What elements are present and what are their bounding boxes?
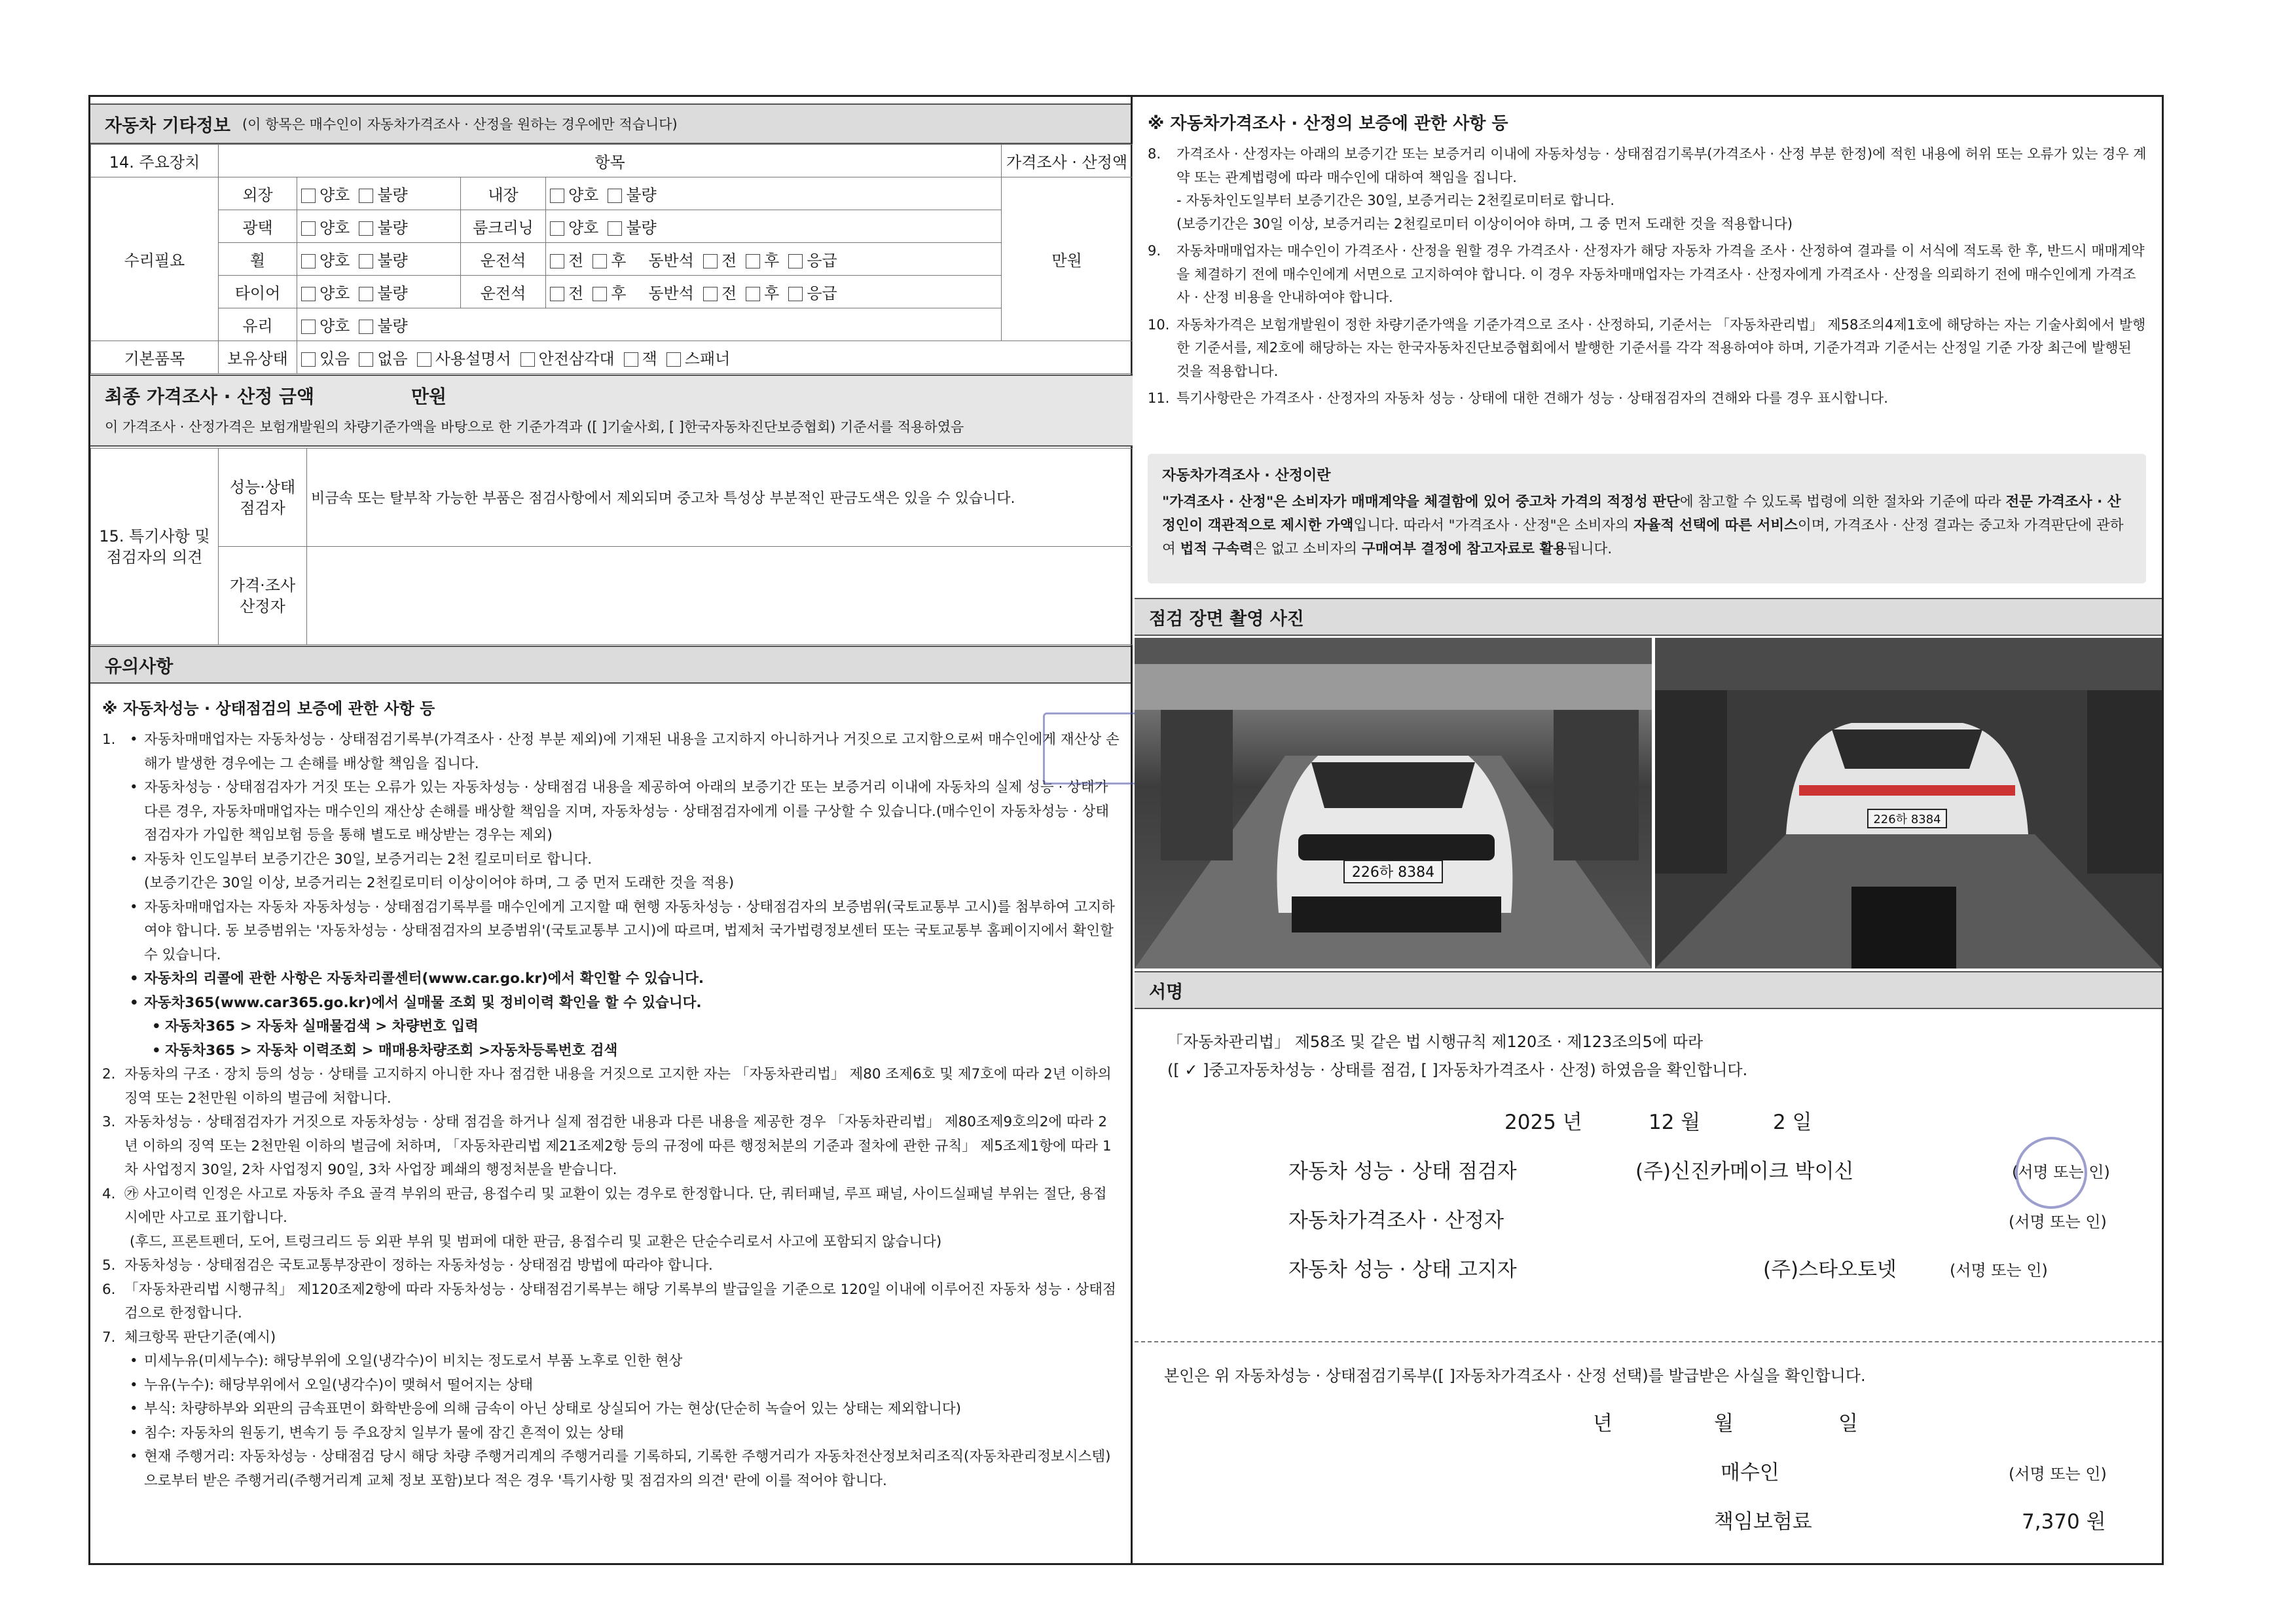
opt-label: 양호 — [319, 219, 350, 237]
wheel-pass-rear-checkbox[interactable] — [746, 254, 760, 268]
car365-link: • 자동차365(www.car365.go.kr)에서 실매물 조회 및 정비이력 확인을 할 수 있습니다. — [124, 991, 1120, 1016]
notice-text: 자동차성능 · 상태점검자가 거짓으로 자동차성능 · 상태 점검을 하거나 실제 점검한 내용과 다른 내용을 제공한 경우 「자동차관리법」 제80조제9호의2에 따라 2년 이하의 징역 또는 2천만원 이하의 벌금에 처하며, 「자동차관리법 제21조제2항 등의 규정에 따른 행정처분의 기준과 절차에 관한 규칙」 제5조제1항에 따라 1차 사업정지 30일, 2차 사업정지 90일, 3차 사업장 폐쇄의 행정처분을 받습니다. — [124, 1114, 1112, 1178]
receipt-day: 일 — [1838, 1412, 1858, 1435]
row-possession: 보유상태 — [219, 341, 297, 374]
col-item-label: 항목 — [219, 145, 1002, 177]
box-text: 법적 구속력 — [1180, 541, 1253, 557]
appraiser-opinion-label: 가격·조사 산정자 — [219, 547, 307, 645]
manual-checkbox[interactable] — [417, 352, 431, 367]
final-price-block — [90, 375, 1133, 447]
col-price-header: 가격조사 · 산정액 — [1002, 145, 1133, 177]
tire-good-checkbox[interactable] — [301, 287, 316, 301]
notice-text: • 현재 주행거리: 자동차성능 · 상태점검 당시 해당 차량 주행거리계의 주행거리를 기록하되, 기록한 주행거리가 자동차전산정보처리조직(자동차관리정보시스템)으로부터 받은 주행거리(주행거리계 교체 정보 포함)보다 적은 경우 '특기사항 및 점검자의 의견' 란에 이를 적어야 합니다. — [124, 1445, 1120, 1493]
opt-label: 후 — [764, 284, 780, 303]
tire-pass-rear-checkbox[interactable] — [746, 287, 760, 301]
opt-label: 양호 — [568, 186, 599, 204]
box-text: 입니다. 따라서 "가격조사 · 산정"은 소비자의 — [1353, 517, 1633, 534]
passenger-seat-label: 동반석 — [648, 284, 694, 303]
inspector-label: 자동차 성능 · 상태 점검자 — [1288, 1160, 1517, 1183]
notice-text: • 자동차성능 · 상태점검자가 거짓 또는 오류가 있는 자동차성능 · 상태점검 내용을 제공하여 아래의 보증기간 또는 보증거리 이내에 자동차의 실제 성능 · 상태가 다른 경우, 자동차매매업자는 매수인의 재산상 손해를 배상할 책임을 지며, 자동차성능 · 상태점검자에게 이를 구상할 수 있습니다.(매수인이 자동차성능 · 상태점검자가 가입한 책임보험 등을 통해 별도로 배상받는 경우는 제외) — [124, 776, 1120, 848]
final-price-unit: 만원 — [411, 386, 447, 407]
notice-text: • 미세누유(미세누수): 해당부위에 오일(냉각수)이 비치는 정도로서 부품 노후로 인한 현상 — [124, 1350, 1120, 1374]
special-notes-label: 15. 특기사항 및 점검자의 의견 — [91, 449, 219, 645]
signature-header — [1135, 971, 2162, 1009]
notice-text: 자동차성능 · 상태점검은 국토교통부장관이 정하는 자동차성능 · 상태점검 방법에 따라야 합니다. — [124, 1257, 713, 1274]
opt-label: 안전삼각대 — [538, 350, 615, 368]
guarantee-item-10 — [1148, 314, 2149, 384]
recall-center-link: • 자동차의 리콜에 관한 사항은 자동차리콜센터(www.car.go.kr)에서 확인할 수 있습니다. — [124, 967, 1120, 991]
company-seal-icon — [2015, 1137, 2087, 1209]
tire-driver-front-checkbox[interactable] — [550, 287, 564, 301]
notice-text: 체크항목 판단기준(예시) — [124, 1329, 276, 1346]
opt-label: 전 — [721, 284, 737, 303]
notice-item-2 — [102, 1063, 1120, 1111]
item-number: 6. — [102, 1281, 116, 1298]
gloss-good-checkbox[interactable] — [301, 221, 316, 236]
price-unit: 만원 — [1002, 177, 1133, 341]
appraiser-sign: (서명 또는 인) — [2009, 1213, 2107, 1231]
buyer-sign: (서명 또는 인) — [2009, 1465, 2107, 1483]
box-text: 구매여부 결정에 참고자료로 활용 — [1361, 541, 1567, 557]
row-driver-seat: 운전석 — [461, 243, 546, 276]
spanner-checkbox[interactable] — [666, 352, 681, 367]
notice-text: • 자동차 인도일부터 보증기간은 30일, 보증거리는 2천 킬로미터로 합니다. — [124, 848, 1120, 872]
row-exterior: 외장 — [219, 177, 297, 210]
row-tire: 타이어 — [219, 276, 297, 308]
box-text: 자율적 선택에 따른 서비스 — [1633, 517, 1798, 534]
item-number: 8. — [1148, 146, 1161, 162]
notice-title: 유의사항 — [105, 656, 173, 677]
triangle-checkbox[interactable] — [520, 352, 535, 367]
opt-label: 후 — [764, 251, 780, 270]
opt-label: 응급 — [807, 284, 837, 303]
col-item-header: 14. 주요장치 — [91, 145, 219, 177]
opt-label: 후 — [611, 251, 627, 270]
notice-item-1 — [102, 728, 1120, 1063]
item-number: 1. — [102, 731, 116, 748]
inspector-opinion-text: 비금속 또는 탈부착 가능한 부품은 점검사항에서 제외되며 중고차 특성상 부분적인 판금도색은 있을 수 있습니다. — [307, 449, 1133, 547]
box-text: 전문 가격조사 · 산정인이 객관적으로 제시한 가액 — [1162, 494, 2121, 534]
insurance-value: 7,370 원 — [2022, 1510, 2106, 1534]
insurance-label: 책임보험료 — [1714, 1510, 1812, 1534]
guarantee-item-8 — [1148, 143, 2149, 236]
wheel-driver-rear-checkbox[interactable] — [592, 254, 607, 268]
notice-list — [102, 728, 1120, 1493]
notifier-sign: (서명 또는 인) — [1950, 1261, 2048, 1280]
row-glass: 유리 — [219, 308, 297, 341]
room-bad-checkbox[interactable] — [608, 221, 622, 236]
wheel-good-checkbox[interactable] — [301, 254, 316, 268]
left-column — [90, 97, 1133, 1563]
wheel-emergency-checkbox[interactable] — [788, 254, 803, 268]
notice-text: • 자동차365 > 자동차 실매물검색 > 차량번호 입력 — [124, 1015, 1120, 1039]
opt-label: 양호 — [319, 284, 350, 303]
room-good-checkbox[interactable] — [550, 221, 564, 236]
opt-label: 불량 — [626, 219, 657, 237]
appraisal-info-text — [1162, 490, 2132, 561]
opt-label: 양호 — [319, 317, 350, 335]
tire-emergency-checkbox[interactable] — [788, 287, 803, 301]
guarantee-text: 특기사항란은 가격조사 · 산정자의 자동차 성능 · 상태에 대한 견해가 성능 · 상태점검자의 견해와 다를 경우 표시합니다. — [1176, 390, 1888, 406]
signature-confirm: ([ ✓ ]중고자동차성능 · 상태를 점검, [ ]자동차가격조사 · 산정) 하였음을 확인합니다. — [1167, 1061, 1748, 1079]
notifier-label: 자동차 성능 · 상태 고지자 — [1288, 1258, 1517, 1282]
notice-item-5 — [102, 1254, 1120, 1278]
box-text: "가격조사 · 산정"은 소비자가 매매계약을 체결함에 있어 — [1162, 494, 1516, 510]
guarantee-item-11 — [1148, 387, 2149, 411]
notice-text: 자동차의 구조 · 장치 등의 성능 · 상태를 고지하지 아니한 자나 점검한 내용을 거짓으로 고지한 자는 「자동차관리법」 제80 조제6호 및 제7호에 따라 2년 이하의 징역 또는 2천만원 이하의 벌금에 처합니다. — [124, 1066, 1112, 1107]
gloss-bad-checkbox[interactable] — [359, 221, 373, 236]
interior-good-checkbox[interactable] — [550, 189, 564, 203]
passenger-seat-label: 동반석 — [648, 251, 694, 270]
opt-label: 불량 — [626, 186, 657, 204]
section-other-info-header — [90, 103, 1131, 144]
rear-photo — [1655, 638, 2162, 969]
box-text: 됩니다. — [1567, 541, 1613, 557]
opt-label: 불량 — [377, 317, 408, 335]
wheel-driver-front-checkbox[interactable] — [550, 254, 564, 268]
photo-title: 점검 장면 촬영 사진 — [1149, 608, 1304, 629]
row-driver-seat: 운전석 — [461, 276, 546, 308]
notice-text: • 자동차매매업자는 자동차 자동차성능 · 상태점검기록부를 매수인에게 고지할 때 현행 자동차성능 · 상태점검자의 보증범위(국토교통부 고시)를 첨부하여 고지하여야 합니다. 동 보증범위는 '자동차성능 · 상태점검자의 보증범위'(국토교통부 고시)에 따르며, 법제처 국가법령정보센터 또는 국토교통부 홈페이지에서 확인할 수 있습니다. — [124, 896, 1120, 968]
box-text: 중고차 가격의 적정성 판단 — [1515, 494, 1680, 510]
jack-checkbox[interactable] — [624, 352, 638, 367]
appraiser-label: 자동차가격조사 · 산정자 — [1288, 1209, 1504, 1232]
basic-items-label: 기본품목 — [91, 341, 219, 374]
guarantee-list — [1148, 143, 2149, 411]
opt-label: 양호 — [319, 186, 350, 204]
sign-day: 2 일 — [1773, 1111, 1812, 1134]
section-subtitle: (이 항목은 매수인이 자동차가격조사 · 산정을 원하는 경우에만 적습니다) — [242, 117, 678, 132]
notifier-value: (주)스타오토넷 — [1763, 1258, 1897, 1282]
tire-pass-front-checkbox[interactable] — [703, 287, 718, 301]
item-number: 7. — [102, 1329, 116, 1346]
box-text: 이며, 가격조사 · 산정 결과는 중고차 가격판단에 관하여 — [1162, 517, 2124, 557]
divider — [1135, 1341, 2162, 1342]
front-plate-number: 226하 8384 — [1351, 864, 1435, 881]
item-number: 11. — [1148, 390, 1170, 406]
notice-text: • 자동차365 > 자동차 이력조회 > 매매용차량조회 >자동차등록번호 검색 — [124, 1039, 1120, 1063]
notice-item-3 — [102, 1111, 1120, 1183]
opt-label: 전 — [568, 284, 584, 303]
notice-text: • 침수: 자동차의 원동기, 변속기 등 주요장치 일부가 물에 잠긴 흔적이 있는 상태 — [124, 1422, 1120, 1446]
opt-label: 불량 — [377, 251, 408, 270]
notice-item-4 — [102, 1183, 1120, 1255]
opt-label: 전 — [568, 251, 584, 270]
notice-item-6 — [102, 1278, 1120, 1326]
guarantee-text: (보증기간은 30일 이상, 보증거리는 2천킬로미터 이상이어야 하며, 그 중 먼저 도래한 것을 적용합니다) — [1176, 215, 1793, 232]
glass-bad-checkbox[interactable] — [359, 320, 373, 334]
right-column — [1135, 97, 2162, 1563]
opt-label: 후 — [611, 284, 627, 303]
guarantee-item-9 — [1148, 240, 2149, 310]
notice-text: (보증기간은 30일 이상, 보증거리는 2천킬로미터 이상이어야 하며, 그 중 먼저 도래한 것을 적용) — [144, 875, 735, 891]
row-wheel: 휠 — [219, 243, 297, 276]
opt-label: 응급 — [807, 251, 837, 270]
receipt-text: 본인은 위 자동차성능 · 상태점검기록부([ ]자동차가격조사 · 산정 선택)를 발급받은 사실을 확인합니다. — [1164, 1367, 1866, 1385]
opt-label: 스패너 — [684, 350, 731, 368]
notice-item-7 — [102, 1326, 1120, 1494]
opt-label: 없음 — [377, 350, 408, 368]
glass-good-checkbox[interactable] — [301, 320, 316, 334]
signature-title: 서명 — [1149, 982, 1184, 1003]
repair-needed-label: 수리필요 — [91, 177, 219, 341]
major-device-table — [90, 144, 1133, 374]
notice-text: (후드, 프론트펜더, 도어, 트렁크리드 등 외판 부위 및 범퍼에 대한 판금, 용접수리 및 교환은 단순수리로서 사고에 포함되지 않습니다) — [130, 1233, 942, 1250]
row-interior: 내장 — [461, 177, 546, 210]
guarantee-text: - 자동차인도일부터 보증기간은 30일, 보증거리는 2천킬로미터로 합니다. — [1176, 193, 1615, 208]
exterior-bad-checkbox[interactable] — [359, 189, 373, 203]
appraisal-info-title: 자동차가격조사 · 산정이란 — [1162, 468, 1331, 484]
notice-text: • 부식: 차량하부와 외판의 금속표면이 화학반응에 의해 금속이 아닌 상태로 상실되어 가는 현상(단순히 녹슬어 있는 상태는 제외합니다) — [124, 1397, 1120, 1422]
final-price-title: 최종 가격조사 · 산정 금액 — [105, 386, 315, 407]
tire-bad-checkbox[interactable] — [359, 287, 373, 301]
notice-text: ㉮ 사고이력 인정은 사고로 자동차 주요 골격 부위의 판금, 용접수리 및 교환이 있는 경우로 한정합니다. 단, 쿼터패널, 루프 패널, 사이드실패널 부위는 절단, 용접 시에만 사고로 표기합니다. — [124, 1185, 1107, 1226]
item-number: 3. — [102, 1114, 116, 1130]
possession-yes-checkbox[interactable] — [301, 352, 316, 367]
notice-header — [90, 646, 1131, 684]
opt-label: 불량 — [377, 284, 408, 303]
section-title: 자동차 기타정보 — [105, 115, 230, 136]
inspector-sign: (서명 또는 인) — [2012, 1163, 2110, 1181]
guarantee-text: 가격조사 · 산정자는 아래의 보증기간 또는 보증거리 이내에 자동차성능 · 상태점검기록부(가격조사 · 산정 부분 한정)에 적힌 내용에 허위 또는 오류가 있는 경우 계약 또는 관계법령에 따라 매수인에 대하여 책임을 집니다. — [1176, 146, 2147, 185]
box-text: 은 없고 소비자의 — [1252, 541, 1362, 557]
sign-month: 12 월 — [1649, 1111, 1701, 1134]
opt-label: 사용설명서 — [435, 350, 511, 368]
inspection-record-page — [88, 95, 2164, 1565]
interior-bad-checkbox[interactable] — [608, 189, 622, 203]
opt-label: 불량 — [377, 186, 408, 204]
special-notes-table — [90, 448, 1133, 645]
final-price-note: 이 가격조사 · 산정가격은 보험개발원의 차량기준가액을 바탕으로 한 기준가격과 ([ ]기술사회, [ ]한국자동차진단보증협회) 기준서를 적용하였음 — [105, 419, 964, 435]
receipt-month: 월 — [1714, 1412, 1734, 1435]
item-number: 10. — [1148, 316, 1170, 333]
notice-text: • 자동차매매업자는 자동차성능 · 상태점검기록부(가격조사 · 산정 부분 제외)에 기재된 내용을 고지하지 아니하거나 거짓으로 고지함으로써 매수인에게 재산상 손해가 발생한 경우에는 그 손해를 배상할 책임을 집니다. — [124, 728, 1120, 776]
buyer-label: 매수인 — [1721, 1461, 1779, 1485]
item-number: 4. — [102, 1185, 116, 1202]
row-gloss: 광택 — [219, 210, 297, 243]
opt-label: 잭 — [642, 350, 657, 368]
box-text: 에 참고할 수 있도록 법령에 의한 절차와 기준에 따라 — [1679, 494, 2006, 510]
appraisal-info-box — [1148, 454, 2146, 583]
row-room-cleaning: 룸크리닝 — [461, 210, 546, 243]
receipt-year: 년 — [1593, 1412, 1613, 1435]
wheel-bad-checkbox[interactable] — [359, 254, 373, 268]
exterior-good-checkbox[interactable] — [301, 189, 316, 203]
signature-law: 「자동차관리법」 제58조 및 같은 법 시행규칙 제120조 · 제123조의5에 따라 — [1167, 1033, 1704, 1051]
notice-text: • 누유(누수): 해당부위에서 오일(냉각수)이 맺혀서 떨어지는 상태 — [124, 1374, 1120, 1398]
wheel-pass-front-checkbox[interactable] — [703, 254, 718, 268]
guarantee-title: ※ 자동차가격조사 · 산정의 보증에 관한 사항 등 — [1148, 114, 1508, 134]
guarantee-text: 자동차가격은 보험개발원이 정한 차량기준가액을 기준가격으로 조사 · 산정하되, 기준서는 「자동차관리법」 제58조의4제1호에 해당하는 자는 기술사회에서 발행한 기준서를, 제2호에 해당하는 자는 한국자동차진단보증협회에서 발행한 기준서를 각각 적용하여야 하며, 기준가격과 기준서는 산정일 기준 가장 최근에 발행된 것을 적용합니다. — [1176, 316, 2146, 379]
opt-label: 전 — [721, 251, 737, 270]
item-number: 5. — [102, 1257, 116, 1274]
possession-no-checkbox[interactable] — [359, 352, 373, 367]
inspection-photos — [1135, 638, 2162, 969]
photo-header — [1135, 598, 2162, 636]
opt-label: 양호 — [568, 219, 599, 237]
inspector-opinion-label: 성능·상태 점검자 — [219, 449, 307, 547]
rear-plate-number: 226하 8384 — [1873, 813, 1941, 826]
item-number: 9. — [1148, 243, 1161, 259]
tire-driver-rear-checkbox[interactable] — [592, 287, 607, 301]
opt-label: 불량 — [377, 219, 408, 237]
sign-year: 2025 년 — [1504, 1111, 1582, 1134]
guarantee-text: 자동차매매업자는 매수인이 가격조사 · 산정을 원할 경우 가격조사 · 산정자가 해당 자동차 가격을 조사 · 산정하여 결과를 이 서식에 적도록 한 후, 반드시 매매계약을 체결하기 전에 매수인에게 서면으로 고지하여야 합니다. 이 경우 자동차매매업자는 가격조사 · 산정자에게 가격조사 · 산정을 의뢰하기 전에 매수인에게 가격조사 · 산정 비용을 안내하여야 합니다. — [1176, 243, 2145, 305]
opt-label: 있음 — [319, 350, 350, 368]
rear-car-image — [1655, 638, 2162, 969]
notice-text: 「자동차관리법 시행규칙」 제120조제2항에 따라 자동차성능 · 상태점검기록부는 해당 기록부의 발급일을 기준으로 120일 이내에 이루어진 자동차 성능 · 상태점검으로 한정합니다. — [124, 1281, 1116, 1321]
notice-subtitle: ※ 자동차성능 · 상태점검의 보증에 관한 사항 등 — [102, 699, 435, 718]
front-photo — [1135, 638, 1652, 969]
opt-label: 양호 — [319, 251, 350, 270]
appraiser-opinion-text — [307, 547, 1133, 645]
inspector-value: (주)신진카메이크 박이신 — [1635, 1160, 1854, 1183]
front-car-image — [1135, 638, 1652, 969]
item-number: 2. — [102, 1066, 116, 1082]
